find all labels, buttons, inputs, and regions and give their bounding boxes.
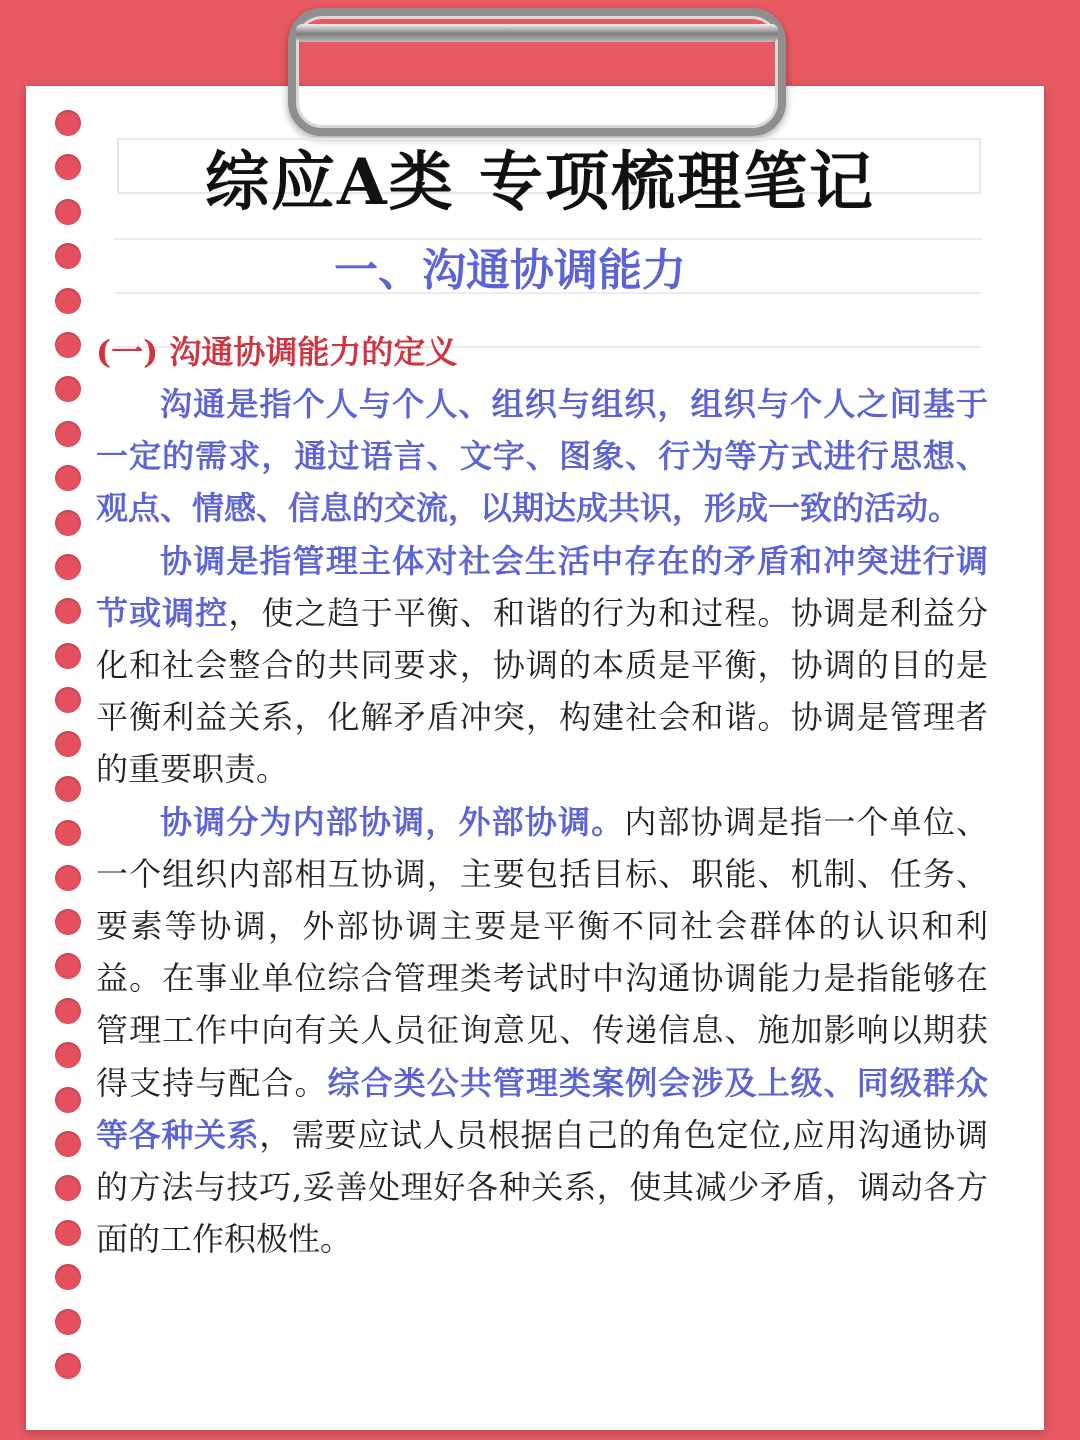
binder-hole: [55, 1042, 81, 1068]
binder-hole: [55, 909, 81, 935]
highlight-text: 协调是指管理主体对社会生活中存在的矛盾和冲突进行调节或调控: [96, 541, 988, 632]
body-text: ，需要应试人员根据自己的角色定位,应用沟通协调的方法与技巧,妥善处理好各种关系，使其减少矛盾，调动各方面的工作积极性。: [96, 1115, 988, 1259]
binder-hole: [55, 1087, 81, 1113]
binder-hole: [55, 731, 81, 757]
binder-hole: [55, 820, 81, 846]
body-text: 内部协调是指一个单位、一个组织内部相互协调，主要包括目标、职能、机制、任务、要素等协调，外部协调主要是平衡不同社会群体的认识和利益。在事业单位综合管理类考试时中沟通协调能力是指能够在管理工作中向有关人员征询意见、传递信息、施加影响以期获得支持与配合。: [96, 802, 988, 1102]
note-body: [96, 378, 988, 1265]
binder-hole: [55, 332, 81, 358]
highlight-text: 综合类公共管理类案例会涉及上级、同级群众等各种关系: [96, 1063, 988, 1154]
binder-hole: [55, 1220, 81, 1246]
paragraph-coordination-types: [96, 796, 988, 1266]
binder-hole: [55, 776, 81, 802]
section-title: 一、沟通协调能力: [334, 245, 686, 296]
binder-hole: [55, 1353, 81, 1379]
paragraph-communication: [96, 378, 988, 535]
binder-hole: [55, 1175, 81, 1201]
binder-hole: [55, 953, 81, 979]
binder-hole: [55, 554, 81, 580]
binder-hole: [55, 465, 81, 491]
binder-hole: [55, 376, 81, 402]
binder-hole: [55, 1264, 81, 1290]
highlight-text: 沟通是指个人与个人、组织与组织，组织与个人之间基于一定的需求，通过语言、文字、图象、行为等方式进行思想、观点、情感、信息的交流，以期达成共识，形成一致的活动。: [96, 385, 988, 528]
binder-hole: [55, 687, 81, 713]
binder-hole: [55, 998, 81, 1024]
binder-hole: [55, 865, 81, 891]
binder-hole: [55, 510, 81, 536]
clipboard-clip-bar: [296, 24, 778, 42]
page-title: 综应A类 专项梳理笔记: [205, 145, 875, 220]
subheading: (一) 沟通协调能力的定义: [96, 333, 458, 371]
binder-hole: [55, 1309, 81, 1335]
binder-hole: [55, 1131, 81, 1157]
body-text: ，使之趋于平衡、和谐的行为和过程。协调是利益分化和社会整合的共同要求，协调的本质是平衡，协调的目的是平衡利益关系，化解矛盾冲突，构建社会和谐。协调是管理者的重要职责。: [96, 593, 988, 789]
highlight-text: 协调分为内部协调，外部协调。: [160, 802, 625, 841]
binder-hole: [55, 643, 81, 669]
binder-hole: [55, 421, 81, 447]
binder-hole: [55, 110, 81, 136]
binder-hole: [55, 598, 81, 624]
paragraph-coordination: [96, 535, 988, 796]
